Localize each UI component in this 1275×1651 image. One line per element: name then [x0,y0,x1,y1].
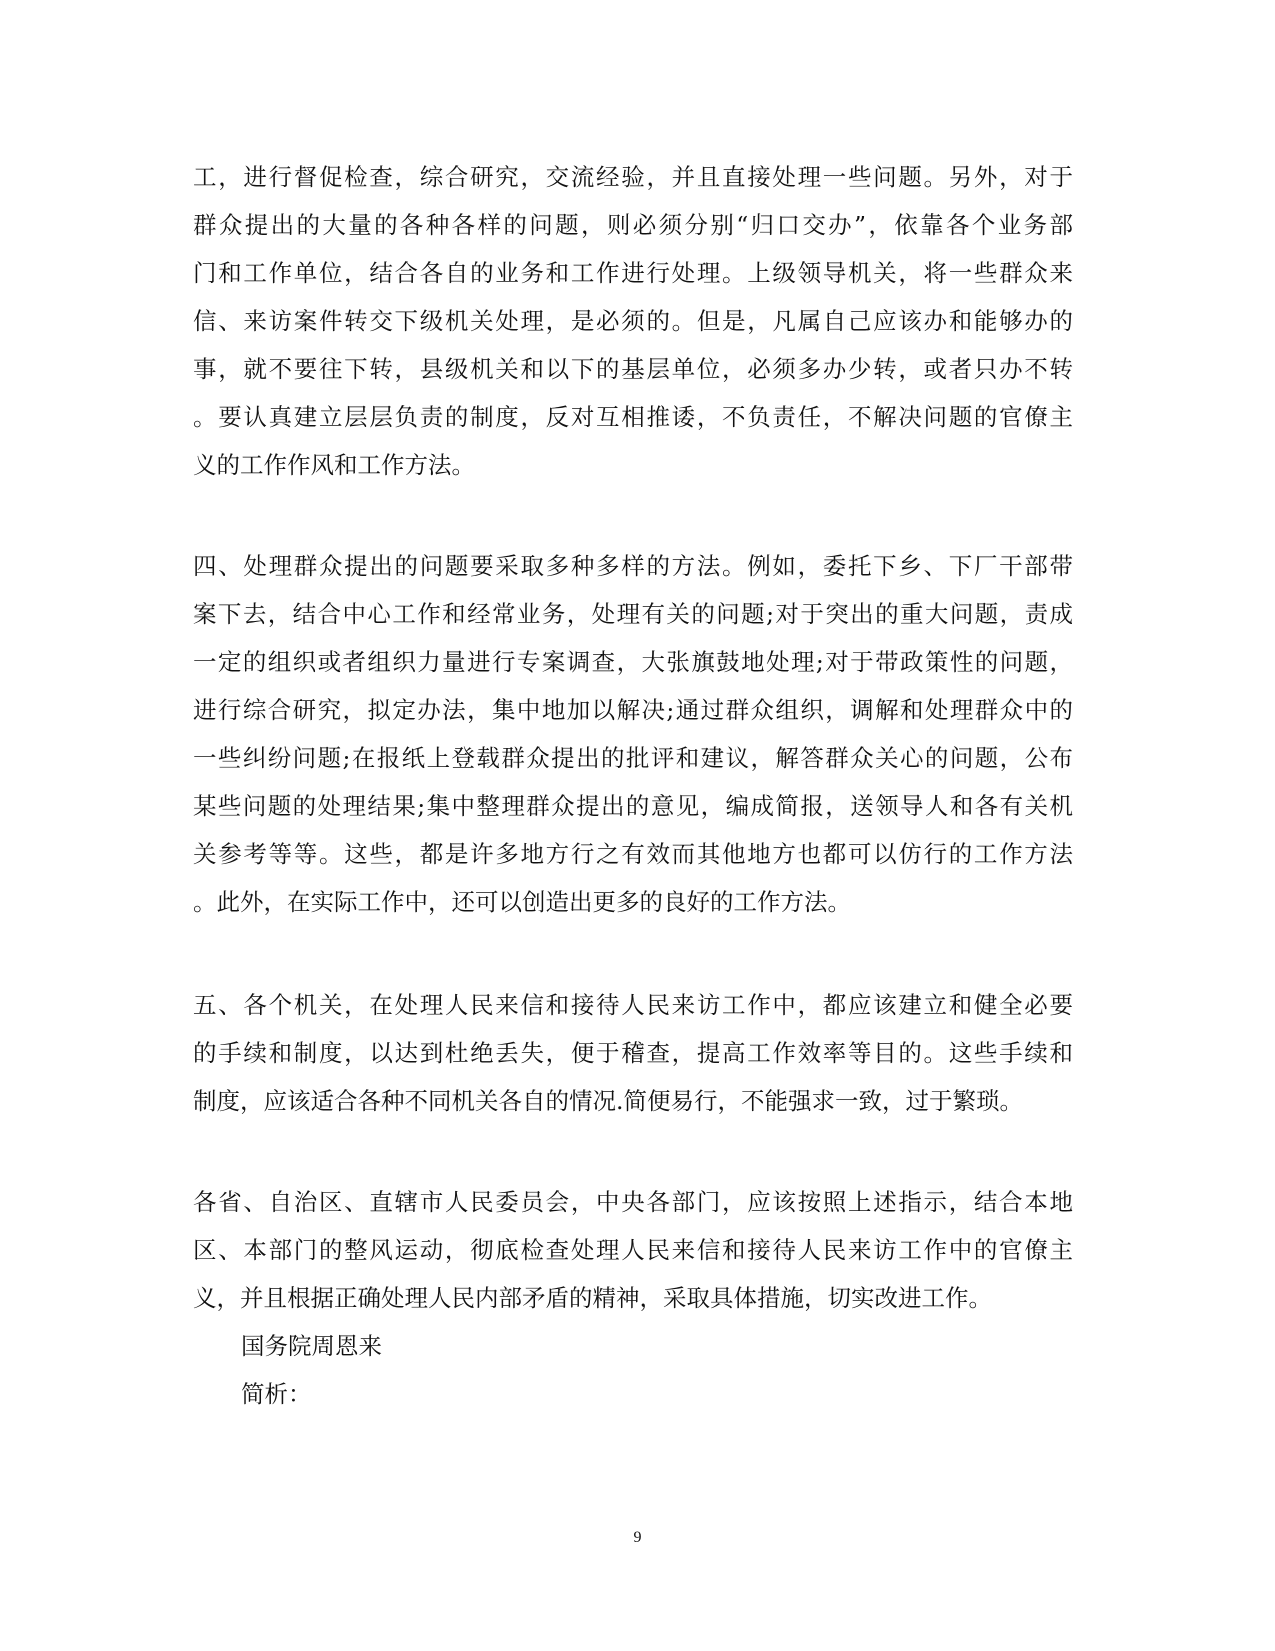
text-line: 事，就不要往下转，县级机关和以下的基层单位，必须多办少转，或者只办不转 [193,355,1073,383]
text-line: 关参考等等。这些，都是许多地方行之有效而其他地方也都可以仿行的工作方法 [193,840,1073,868]
text-line: 门和工作单位，结合各自的业务和工作进行处理。上级领导机关，将一些群众来 [193,259,1073,287]
text-line: 群众提出的大量的各种各样的问题，则必须分别“归口交办”，依靠各个业务部 [193,211,1073,239]
text-line: 工，进行督促检查，综合研究，交流经验，并且直接处理一些问题。另外，对于 [193,163,1073,191]
paragraph-continuation [193,153,1073,489]
text-line: 某些问题的处理结果;集中整理群众提出的意见，编成简报，送领导人和各有关机 [193,792,1073,820]
paragraph-section-five [193,981,1073,1125]
text-line: 一些纠纷问题;在报纸上登载群众提出的批评和建议，解答群众关心的问题，公布 [193,744,1073,772]
signature: 国务院周恩来 [241,1332,382,1360]
text-line: 制度，应该适合各种不同机关各自的情况.简便易行，不能强求一致，过于繁琐。 [193,1087,1023,1115]
page-number: 9 [633,1529,642,1546]
paragraph-section-four [193,542,1073,926]
text-line: 信、来访案件转交下级机关处理，是必须的。但是，凡属自己应该办和能够办的 [193,307,1073,335]
text-line: 。要认真建立层层负责的制度，反对互相推诿，不负责任，不解决问题的官僚主 [193,403,1073,431]
text-line: 区、本部门的整风运动，彻底检查处理人民来信和接待人民来访工作中的官僚主 [193,1236,1073,1264]
text-line: 四、处理群众提出的问题要采取多种多样的方法。例如，委托下乡、下厂干部带 [193,552,1073,580]
text-line: 。此外，在实际工作中，还可以创造出更多的良好的工作方法。 [193,888,851,916]
text-line: 案下去，结合中心工作和经常业务，处理有关的问题;对于突出的重大问题，责成 [193,600,1073,628]
text-line: 义的工作作风和工作方法。 [193,451,475,479]
text-line: 义，并且根据正确处理人民内部矛盾的精神，采取具体措施，切实改进工作。 [193,1284,992,1312]
text-line: 一定的组织或者组织力量进行专案调查，大张旗鼓地处理;对于带政策性的问题， [193,648,1073,676]
text-line: 各省、自治区、直辖市人民委员会，中央各部门，应该按照上述指示，结合本地 [193,1188,1073,1216]
text-line: 五、各个机关，在处理人民来信和接待人民来访工作中，都应该建立和健全必要 [193,991,1073,1019]
text-line: 进行综合研究，拟定办法，集中地加以解决;通过群众组织，调解和处理群众中的 [193,696,1073,724]
analysis-label: 简析： [241,1380,312,1408]
paragraph-closing [193,1178,1073,1322]
text-line: 的手续和制度，以达到杜绝丢失，便于稽查，提高工作效率等目的。这些手续和 [193,1039,1073,1067]
